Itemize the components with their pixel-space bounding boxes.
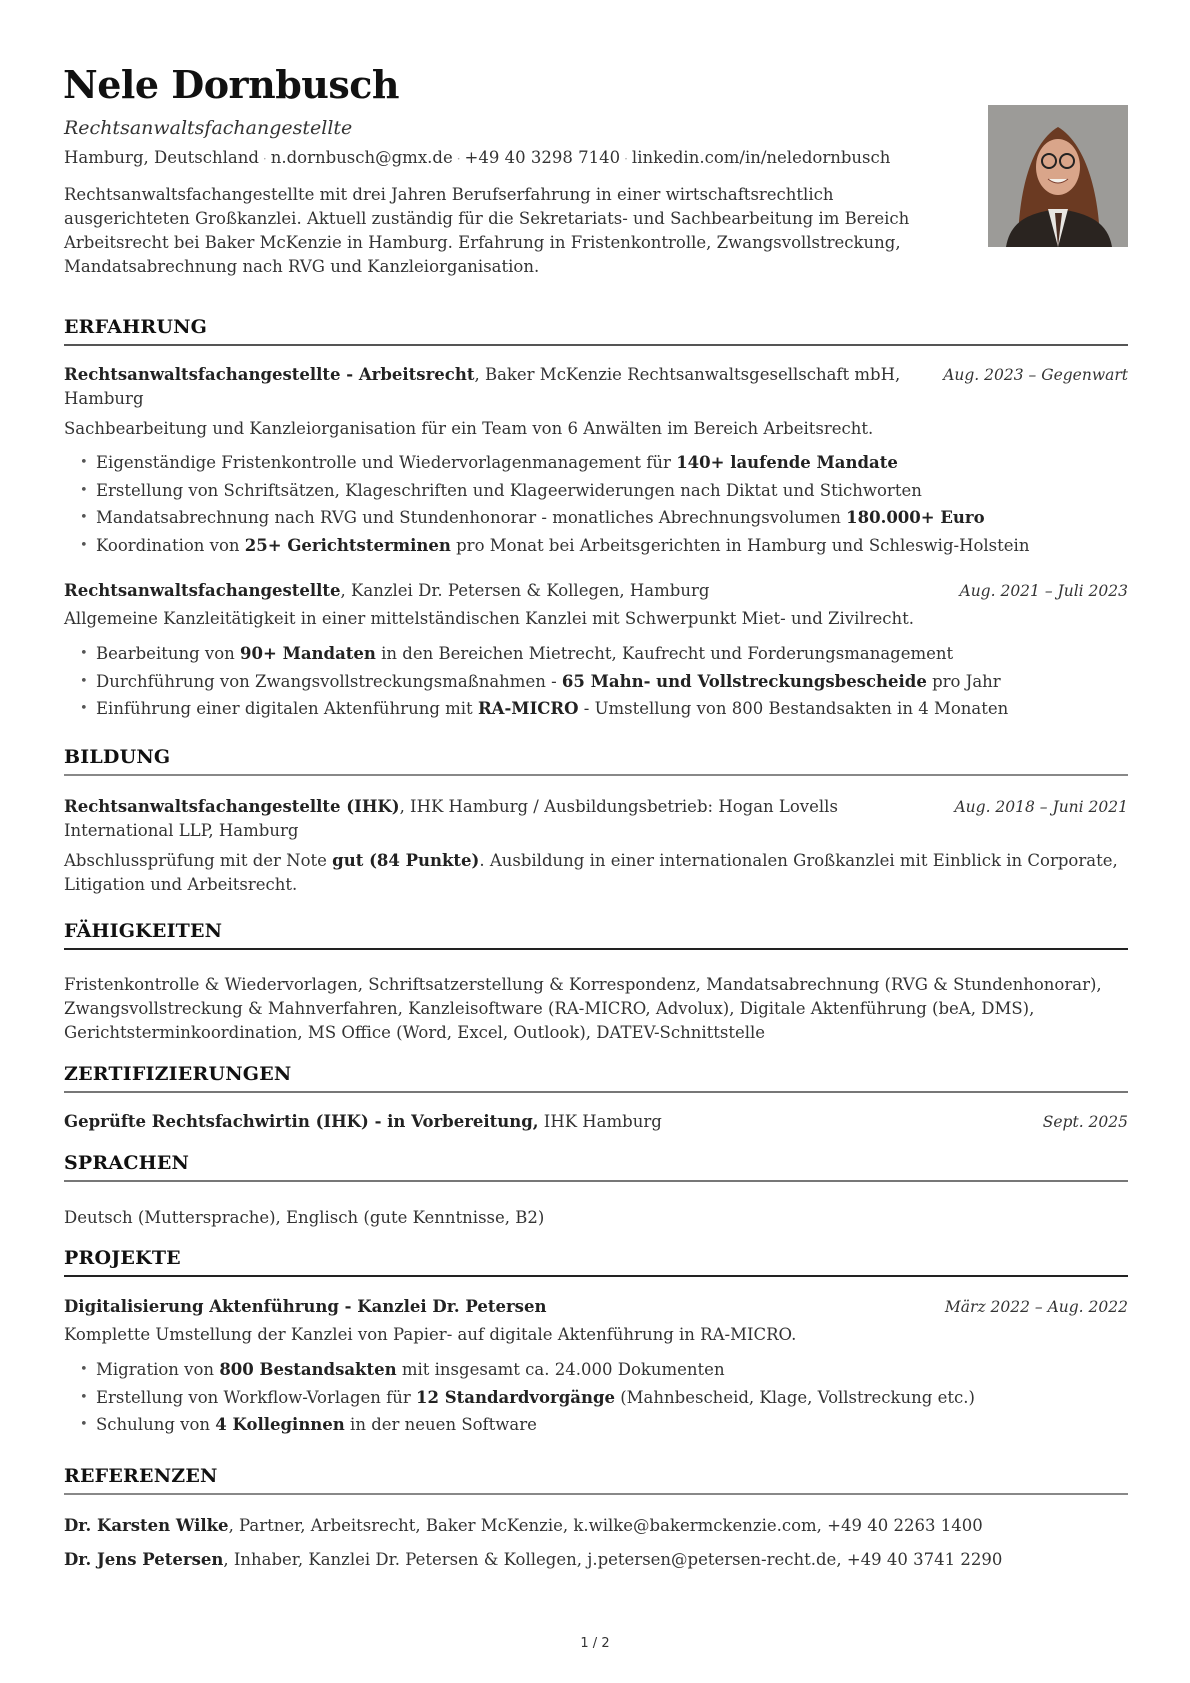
section-divider — [64, 344, 1128, 346]
separator: · — [624, 152, 628, 166]
job-2-bullets — [78, 640, 1128, 723]
section-divider — [64, 1091, 1128, 1093]
section-heading-certifications: ZERTIFIZIERUNGEN — [64, 1063, 292, 1085]
reference-item — [64, 1514, 1128, 1538]
bullet-item: • Einführung einer digitalen Aktenführung mit RA-MICRO - Umstellung von 800 Bestandsakten in 4 Monaten — [78, 695, 1128, 723]
project-bullets — [78, 1356, 1128, 1439]
job-1-org: , Baker McKenzie Rechtsanwaltsgesellschaft mbH, — [474, 365, 901, 384]
section-heading-education: BILDUNG — [64, 746, 171, 768]
contact-line — [64, 147, 890, 170]
page-indicator: 1 / 2 — [580, 1636, 610, 1651]
bullet-item: • Schulung von 4 Kolleginnen in der neuen Software — [78, 1411, 1128, 1439]
bullet-item: • Erstellung von Schriftsätzen, Klageschriften und Klageerwiderungen nach Diktat und Stichworten — [78, 477, 1128, 505]
education-org-city: International LLP, Hamburg — [64, 821, 299, 840]
skills-list: Fristenkontrolle & Wiedervorlagen, Schriftsatzerstellung & Korrespondenz, Mandatsabrechnung (RVG & Stundenhonorar), Zwangsvollstreckung & Mahnverfahren, Kanzleisoftware (RA-MICRO, Advolux), Digitale Aktenführung (beA, DMS), Gerichtsterminkoordination, MS Office (Word, Excel, Outlook), DATEV-Schnittstelle — [64, 975, 1102, 1042]
job-title: Rechtsanwaltsfachangestellte — [64, 117, 353, 139]
bullet-item: • Durchführung von Zwangsvollstreckungsmaßnahmen - 65 Mahn- und Vollstreckungsbescheide pro Jahr — [78, 668, 1128, 696]
section-divider — [64, 774, 1128, 776]
section-divider — [64, 1275, 1128, 1277]
reference-details: , Partner, Arbeitsrecht, Baker McKenzie, k.wilke@bakermckenzie.com, +49 40 2263 1400 — [228, 1516, 983, 1535]
job-2-role: Rechtsanwaltsfachangestellte — [64, 581, 341, 600]
section-heading-languages: SPRACHEN — [64, 1152, 190, 1174]
location: Hamburg, Deutschland — [64, 148, 259, 167]
separator: · — [262, 152, 267, 166]
reference-name: Dr. Jens Petersen — [64, 1550, 224, 1569]
section-divider — [64, 1493, 1128, 1495]
profile-photo — [988, 105, 1128, 247]
job-1-bullets — [78, 449, 1128, 559]
candidate-name: Nele Dornbusch — [63, 62, 400, 107]
profile-summary: Rechtsanwaltsfachangestellte mit drei Jahren Berufserfahrung in einer wirtschaftsrechtlich ausgerichteten Großkanzlei. Aktuell zuständig für die Sekretariats- und Sachbearbeitung im Bereich Arbeitsrecht bei Baker McKenzie in Hamburg. Erfahrung in Fristenkontrolle, Zwangsvollstreckung, Mandatsabrechnung nach RVG und Kanzleiorganisation. — [64, 185, 910, 276]
degree: Rechtsanwaltsfachangestellte (IHK) — [64, 797, 400, 816]
bullet-item: • Bearbeitung von 90+ Mandaten in den Bereichen Mietrecht, Kaufrecht und Forderungsmanagement — [78, 640, 1128, 668]
section-divider — [64, 948, 1128, 950]
bullet-item: • Migration von 800 Bestandsakten mit insgesamt ca. 24.000 Dokumenten — [78, 1356, 1128, 1384]
portrait-image — [988, 105, 1128, 247]
education-org: , IHK Hamburg / Ausbildungsbetrieb: Hogan Lovells — [399, 797, 838, 816]
job-1-description: Sachbearbeitung und Kanzleiorganisation für ein Team von 6 Anwälten im Bereich Arbeitsrecht. — [64, 419, 874, 438]
project-date: März 2022 – Aug. 2022 — [944, 1298, 1128, 1316]
education-header — [64, 795, 904, 843]
linkedin-link[interactable]: linkedin.com/in/neledornbusch — [631, 148, 891, 167]
separator: · — [456, 152, 461, 166]
education-date: Aug. 2018 – Juni 2021 — [954, 798, 1128, 816]
reference-name: Dr. Karsten Wilke — [64, 1516, 229, 1535]
job-1-role: Rechtsanwaltsfachangestellte - Arbeitsrecht — [64, 365, 475, 384]
job-1-header — [64, 363, 924, 411]
job-2-date: Aug. 2021 – Juli 2023 — [959, 582, 1128, 600]
job-2-description: Allgemeine Kanzleitätigkeit in einer mittelständischen Kanzlei mit Schwerpunkt Miet- und Zivilrecht. — [64, 609, 915, 628]
certification-date: Sept. 2025 — [1042, 1113, 1128, 1131]
job-1-date: Aug. 2023 – Gegenwart — [943, 366, 1128, 384]
job-2-org: , Kanzlei Dr. Petersen & Kollegen, Hamburg — [340, 581, 710, 600]
certification-item — [64, 1110, 1128, 1134]
certification-name: Geprüfte Rechtsfachwirtin (IHK) - in Vorbereitung, — [64, 1112, 539, 1131]
certification-org: IHK Hamburg — [538, 1112, 662, 1131]
project-title: Digitalisierung Aktenführung - Kanzlei Dr. Petersen — [64, 1297, 547, 1316]
reference-details: , Inhaber, Kanzlei Dr. Petersen & Kollegen, j.petersen@petersen-recht.de, +49 40 3741 2290 — [223, 1550, 1003, 1569]
bullet-item: • Koordination von 25+ Gerichtsterminen pro Monat bei Arbeitsgerichten in Hamburg und Schleswig-Holstein — [78, 532, 1128, 560]
section-divider — [64, 1180, 1128, 1182]
section-heading-projects: PROJEKTE — [64, 1247, 181, 1269]
email-link[interactable]: n.dornbusch@gmx.de — [270, 148, 453, 167]
bullet-item: • Erstellung von Workflow-Vorlagen für 12 Standardvorgänge (Mahnbescheid, Klage, Vollstreckung etc.) — [78, 1384, 1128, 1412]
reference-item — [64, 1548, 1128, 1572]
section-heading-references: REFERENZEN — [64, 1465, 218, 1487]
phone[interactable]: +49 40 3298 7140 — [464, 148, 621, 167]
languages-text: Deutsch (Muttersprache), Englisch (gute Kenntnisse, B2) — [64, 1208, 545, 1227]
bullet-item: • Mandatsabrechnung nach RVG und Stundenhonorar - monatliches Abrechnungsvolumen 180.000+ Euro — [78, 504, 1128, 532]
bullet-item: • Eigenständige Fristenkontrolle und Wiedervorlagenmanagement für 140+ laufende Mandate — [78, 449, 1128, 477]
section-heading-experience: ERFAHRUNG — [64, 316, 208, 338]
project-description: Komplette Umstellung der Kanzlei von Papier- auf digitale Aktenführung in RA-MICRO. — [64, 1325, 797, 1344]
job-1-org-city: Hamburg — [64, 389, 144, 408]
education-description: Abschlussprüfung mit der Note gut (84 Punkte). Ausbildung in einer internationalen Großkanzlei mit Einblick in Corporate, Litigation und Arbeitsrecht. — [64, 851, 1118, 894]
section-heading-skills: FÄHIGKEITEN — [64, 920, 223, 942]
